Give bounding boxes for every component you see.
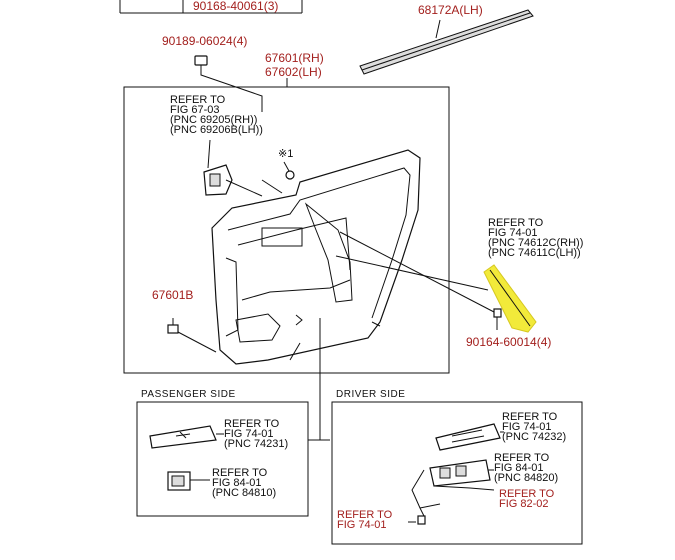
svg-text:(PNC 69205(RH)): (PNC 69205(RH)): [170, 114, 258, 126]
svg-text:FIG 84-01: FIG 84-01: [212, 477, 262, 489]
svg-text:FIG 84-01: FIG 84-01: [494, 462, 544, 474]
top-table: [120, 0, 302, 13]
part-number-weatherstrip[interactable]: 68172A(LH): [418, 3, 483, 17]
ref-drv-84[interactable]: [494, 452, 558, 484]
svg-text:REFER TO: REFER TO: [502, 411, 558, 423]
ref-drv-82[interactable]: [499, 488, 555, 510]
section-passenger: PASSENGER SIDE: [141, 389, 236, 400]
clip-67601b: [168, 318, 216, 352]
weatherstrip: [360, 3, 533, 74]
ref-pass-74[interactable]: [224, 418, 288, 450]
part-number-panel-b[interactable]: 67601B: [152, 288, 194, 302]
svg-text:REFER TO: REFER TO: [337, 509, 393, 521]
clip-x1: [262, 162, 294, 193]
ref-drv-74[interactable]: [502, 411, 566, 443]
armrest-trim-highlight: [484, 265, 536, 332]
ref-drv-74b[interactable]: [337, 509, 393, 531]
ref-fig-74-01-main[interactable]: [488, 217, 583, 259]
svg-text:FIG 74-01: FIG 74-01: [502, 421, 552, 433]
svg-text:FIG 67-03: FIG 67-03: [170, 104, 220, 116]
svg-text:(PNC 84820): (PNC 84820): [494, 472, 559, 484]
svg-text:FIG 74-01: FIG 74-01: [224, 428, 274, 440]
ref-pass-84[interactable]: [212, 467, 276, 499]
svg-text:(PNC 74612C(RH)): (PNC 74612C(RH)): [488, 237, 584, 249]
part-number-screw[interactable]: 90164-60014(4): [466, 335, 552, 349]
ref-fig-67-03[interactable]: [170, 94, 263, 136]
svg-text:FIG 74-01: FIG 74-01: [337, 519, 387, 531]
svg-text:REFER TO: REFER TO: [488, 217, 544, 229]
svg-text:(PNC 84810): (PNC 84810): [212, 487, 277, 499]
inside-handle: [204, 140, 262, 196]
part-number-panel-rh[interactable]: 67601(RH): [265, 51, 324, 65]
svg-text:REFER TO: REFER TO: [212, 467, 268, 479]
svg-text:REFER TO: REFER TO: [494, 452, 550, 464]
svg-text:REFER TO: REFER TO: [224, 418, 280, 430]
svg-text:REFER TO: REFER TO: [499, 488, 555, 500]
svg-text:REFER TO: REFER TO: [170, 94, 226, 106]
svg-text:(PNC 69206B(LH)): (PNC 69206B(LH)): [170, 124, 263, 136]
mark-x1: ※1: [278, 148, 294, 160]
top-table-part-number[interactable]: 90168-40061(3): [193, 0, 279, 13]
svg-text:FIG 74-01: FIG 74-01: [488, 227, 538, 239]
section-driver: DRIVER SIDE: [336, 389, 406, 400]
svg-text:FIG 82-02: FIG 82-02: [499, 498, 549, 510]
svg-text:(PNC 74231): (PNC 74231): [224, 438, 289, 450]
svg-text:(PNC 74611C(LH)): (PNC 74611C(LH)): [488, 247, 581, 259]
part-number-panel-lh[interactable]: 67602(LH): [265, 65, 322, 79]
part-number-clip-top[interactable]: 90189-06024(4): [162, 34, 248, 48]
svg-text:(PNC 74232): (PNC 74232): [502, 431, 567, 443]
